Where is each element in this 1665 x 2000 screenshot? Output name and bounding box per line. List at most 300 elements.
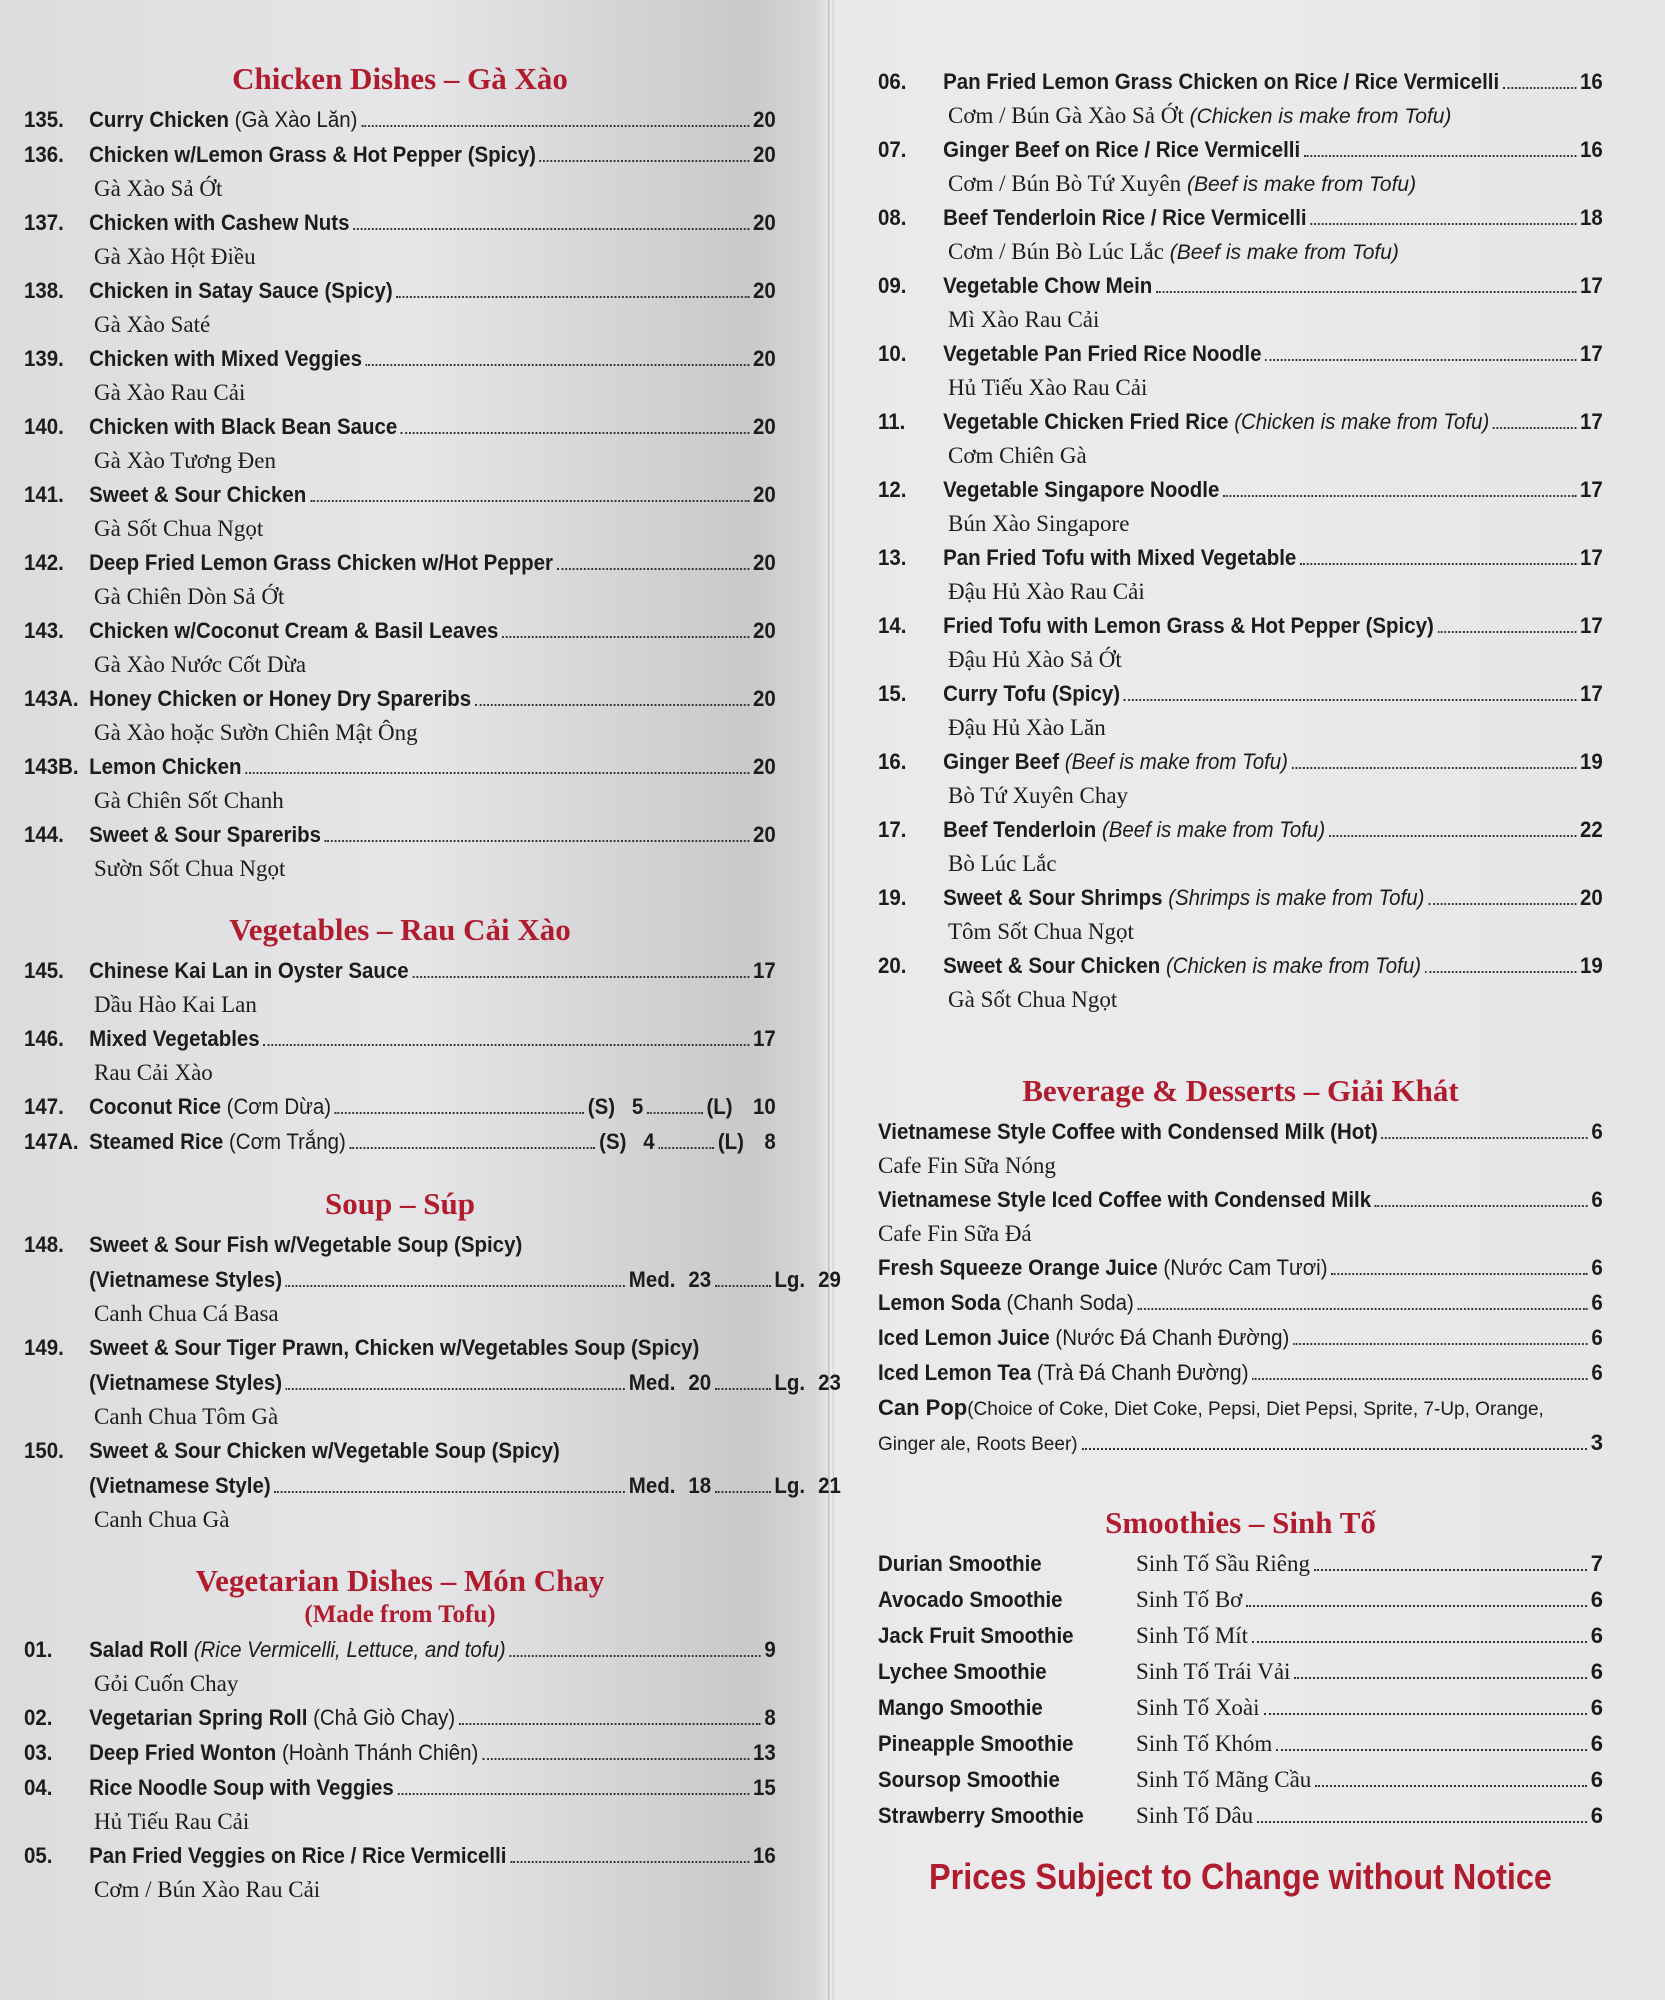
item-price: 20 <box>1580 885 1603 910</box>
item-vietnamese-inline: (Cơm Dừa) <box>220 1094 332 1119</box>
smoothie-name: Mango Smoothie <box>878 1695 1043 1720</box>
size-small-label: (S) <box>587 1094 616 1119</box>
item-price: 20 <box>753 278 776 303</box>
item-price: 20 <box>753 346 776 371</box>
item-vietnamese-inline: (Nước Đá Chanh Đường) <box>1049 1325 1290 1350</box>
left-column <box>24 56 841 1906</box>
menu-item-line <box>878 200 1603 235</box>
spacer <box>878 1460 1603 1500</box>
leader-dots <box>274 1491 625 1493</box>
menu-item <box>24 1632 776 1700</box>
item-vietnamese-name <box>24 1667 776 1700</box>
spacer <box>24 1536 776 1558</box>
smoothie-row <box>878 1762 1603 1798</box>
item-vietnamese-name <box>24 648 776 681</box>
item-vietnamese-name <box>878 847 1603 880</box>
can-pop-price: 3 <box>1590 1430 1603 1455</box>
item-name <box>943 268 1152 303</box>
smoothie-vietnamese-name: Sinh Tố Trái Vải <box>1136 1659 1291 1684</box>
menu-item-line <box>878 1114 1603 1149</box>
item-name-text: Honey Chicken or Honey Dry Spareribs <box>89 686 472 711</box>
item-vietnamese-name <box>24 308 776 341</box>
chicken-list <box>24 102 776 885</box>
smoothie-vietnamese-name: Sinh Tố Mãng Cầu <box>1136 1767 1312 1792</box>
leader-dots <box>353 228 749 230</box>
item-number: 08. <box>878 205 907 230</box>
menu-item <box>878 744 1603 812</box>
soup-item-sizes <box>24 1468 841 1503</box>
size-medium-label: Med. <box>628 1267 676 1292</box>
item-vietnamese-inline: (Hoành Thánh Chiên) <box>276 1740 479 1765</box>
size-large-label: (L) <box>706 1094 733 1119</box>
smoothie-vietnamese-name: Sinh Tố Dâu <box>1136 1803 1254 1828</box>
leader-dots <box>1315 1785 1586 1787</box>
item-number: 01. <box>24 1637 53 1662</box>
menu-item <box>24 1021 776 1089</box>
item-number: 06. <box>878 69 907 94</box>
smoothie-price: 6 <box>1590 1587 1603 1612</box>
item-price: 22 <box>1580 817 1603 842</box>
menu-item <box>878 812 1603 880</box>
smoothie-price: 6 <box>1590 1731 1603 1756</box>
item-vietnamese-name <box>24 988 776 1021</box>
leader-dots <box>366 364 750 366</box>
leader-dots <box>350 1147 596 1149</box>
menu-item <box>878 1285 1603 1320</box>
item-name-text: Lemon Chicken <box>89 754 242 779</box>
leader-dots <box>263 1044 749 1046</box>
item-vietnamese-text: Sườn Sốt Chua Ngọt <box>94 856 286 881</box>
leader-dots <box>361 125 749 127</box>
menu-item <box>24 1700 776 1735</box>
leader-dots <box>1375 1205 1588 1207</box>
item-number: 09. <box>878 273 907 298</box>
smoothie-vietnamese-name: Sinh Tố Bơ <box>1136 1587 1243 1612</box>
leader-dots <box>335 1112 584 1114</box>
item-name-text: Coconut Rice <box>89 1094 221 1119</box>
item-vietnamese-name <box>878 915 1603 948</box>
item-vietnamese-text: Bún Xào Singapore <box>948 511 1130 536</box>
leader-dots <box>310 500 749 502</box>
leader-dots <box>1294 1677 1586 1679</box>
menu-item <box>878 472 1603 540</box>
item-vietnamese-name <box>24 580 776 613</box>
page-fold <box>828 0 834 2000</box>
item-vietnamese-text: Cơm / Bún Bò Tứ Xuyên <box>948 171 1182 196</box>
item-price: 17 <box>1580 341 1603 366</box>
menu-item-line <box>878 404 1603 439</box>
menu-item-line <box>24 409 776 444</box>
item-price: 6 <box>1591 1360 1603 1385</box>
item-number: 135. <box>24 107 64 132</box>
item-name-text: Deep Fried Lemon Grass Chicken w/Hot Pepper <box>89 550 553 575</box>
item-number: 03. <box>24 1740 53 1765</box>
item-vietnamese-text: Gà Chiên Dòn Sả Ớt <box>94 584 285 609</box>
item-name <box>943 880 1424 915</box>
item-vietnamese-text: Hủ Tiếu Rau Cải <box>94 1809 250 1834</box>
item-name <box>878 1182 1371 1217</box>
item-price: 19 <box>1580 749 1603 774</box>
menu-item-line <box>878 880 1603 915</box>
item-name-text: Salad Roll <box>89 1637 189 1662</box>
spacer <box>24 1159 776 1181</box>
menu-item-line <box>24 681 776 716</box>
item-price: 16 <box>1580 69 1603 94</box>
item-note: (Rice Vermicelli, Lettuce, and tofu) <box>188 1637 506 1662</box>
beverage-list <box>878 1114 1603 1390</box>
section-title-vegetarian: Vegetarian Dishes – Món Chay <box>195 1563 605 1598</box>
item-name-text: Beef Tenderloin <box>943 817 1097 842</box>
smoothie-vietnamese-name: Sinh Tố Sầu Riêng <box>1136 1551 1311 1576</box>
menu-item-line <box>878 948 1603 983</box>
item-price: 6 <box>1591 1290 1603 1315</box>
section-title-vegetables: Vegetables – Rau Cải Xào <box>229 912 571 947</box>
size-large-price: 8 <box>764 1129 776 1154</box>
leader-dots <box>1310 223 1576 225</box>
item-vietnamese-name <box>878 507 1603 540</box>
item-price: 17 <box>1580 409 1603 434</box>
menu-item-line <box>878 1355 1603 1390</box>
size-large-price: 23 <box>818 1370 841 1395</box>
menu-item <box>878 948 1603 1016</box>
section-title-soup: Soup – Súp <box>325 1186 475 1221</box>
menu-item-line <box>878 744 1603 779</box>
menu-item <box>878 540 1603 608</box>
item-name <box>89 545 553 580</box>
item-name-text: Pan Fried Veggies on Rice / Rice Vermicelli <box>89 1843 507 1868</box>
item-name-text: Vegetable Pan Fried Rice Noodle <box>943 341 1262 366</box>
item-number: 148. <box>24 1232 64 1257</box>
menu-item-line <box>878 1182 1603 1217</box>
smoothie-list <box>878 1546 1603 1834</box>
item-name-text: Chicken with Cashew Nuts <box>89 210 350 235</box>
menu-item <box>878 132 1603 200</box>
item-name-text: Ginger Beef <box>943 749 1060 774</box>
item-name <box>878 1355 1249 1390</box>
item-vietnamese-name <box>878 99 1603 132</box>
item-vietnamese-text: Gà Xào hoặc Sườn Chiên Mật Ông <box>94 720 418 745</box>
smoothie-name: Lychee Smoothie <box>878 1659 1047 1684</box>
menu-item <box>24 137 776 205</box>
menu-item <box>878 1250 1603 1285</box>
smoothie-price: 6 <box>1590 1767 1603 1792</box>
menu-item <box>24 613 776 681</box>
menu-item <box>24 1770 776 1838</box>
leader-dots <box>1331 1273 1587 1275</box>
size-medium-label: Med. <box>628 1473 676 1498</box>
menu-item <box>878 200 1603 268</box>
item-name-text: Fresh Squeeze Orange Juice <box>878 1255 1158 1280</box>
item-price: 17 <box>753 1026 776 1051</box>
item-name <box>943 744 1288 779</box>
item-price: 17 <box>753 958 776 983</box>
item-number: 142. <box>24 550 64 575</box>
menu-item-line <box>24 137 776 172</box>
soup-item <box>24 1330 841 1433</box>
price-notice: Prices Subject to Change without Notice <box>929 1856 1552 1897</box>
item-name-text: Iced Lemon Juice <box>878 1325 1050 1350</box>
leader-dots <box>412 976 749 978</box>
size-small-price: 5 <box>631 1094 644 1119</box>
menu-item <box>878 1114 1603 1182</box>
smoothie-row <box>878 1546 1603 1582</box>
leader-dots <box>245 772 749 774</box>
item-vietnamese-text: Bò Tứ Xuyên Chay <box>948 783 1129 808</box>
item-number: 14. <box>878 613 907 638</box>
item-number: 02. <box>24 1705 53 1730</box>
menu-item-line <box>24 341 776 376</box>
size-large-label: Lg. <box>774 1370 806 1395</box>
item-name-text: Fried Tofu with Lemon Grass & Hot Pepper (Spicy) <box>943 613 1434 638</box>
item-vietnamese-name <box>24 172 776 205</box>
item-name-text: Iced Lemon Tea <box>878 1360 1032 1385</box>
leader-dots <box>459 1723 761 1725</box>
size-large-label: (L) <box>717 1129 744 1154</box>
item-vietnamese-name <box>878 167 1603 200</box>
item-vietnamese-name <box>878 439 1603 472</box>
spacer <box>24 885 776 907</box>
menu-item <box>878 676 1603 744</box>
leader-dots <box>502 636 749 638</box>
soup-item <box>24 1227 841 1330</box>
item-name-text: Rice Noodle Soup with Veggies <box>89 1775 394 1800</box>
rice-item-line <box>24 1089 776 1124</box>
menu-item-line <box>24 477 776 512</box>
menu-item-line <box>878 472 1603 507</box>
item-name-text: Chicken with Black Bean Sauce <box>89 414 398 439</box>
item-name <box>89 1089 331 1124</box>
vegetarian-list <box>24 1632 776 1906</box>
item-name <box>89 273 393 308</box>
item-vietnamese-name <box>24 784 776 817</box>
item-name-text: Vegetable Chow Mein <box>943 273 1153 298</box>
leader-dots <box>1138 1308 1588 1310</box>
menu-item-line <box>878 336 1603 371</box>
item-number: 141. <box>24 482 64 507</box>
leader-dots <box>1265 359 1576 361</box>
item-vietnamese-text: Cafe Fin Sữa Đá <box>878 1221 1032 1246</box>
can-pop-choices-2: Ginger ale, Roots Beer) <box>878 1434 1078 1455</box>
item-number: 147. <box>24 1094 64 1119</box>
item-vietnamese-text: Cơm / Bún Bò Lúc Lắc <box>948 239 1164 264</box>
menu-item-line <box>24 1838 776 1873</box>
menu-item-line <box>878 540 1603 575</box>
leader-dots <box>715 1388 771 1390</box>
leader-dots <box>1428 903 1576 905</box>
item-number: 16. <box>878 749 907 774</box>
item-name-text: Vegetarian Spring Roll <box>89 1705 308 1730</box>
item-number: 138. <box>24 278 64 303</box>
item-price: 17 <box>1580 613 1603 638</box>
smoothie-name: Jack Fruit Smoothie <box>878 1623 1074 1648</box>
menu-item <box>24 817 776 885</box>
menu-item-line <box>24 1770 776 1805</box>
leader-dots <box>1124 699 1577 701</box>
item-number: 20. <box>878 953 907 978</box>
menu-item <box>878 1355 1603 1390</box>
item-name-text: Sweet & Sour Spareribs <box>89 822 322 847</box>
item-vietnamese-name <box>878 235 1603 268</box>
item-number: 15. <box>878 681 907 706</box>
item-name <box>943 132 1300 167</box>
leader-dots <box>1156 291 1576 293</box>
leader-dots <box>286 1388 625 1390</box>
item-name: Sweet & Sour Chicken w/Vegetable Soup (Spicy) <box>89 1438 560 1463</box>
item-vietnamese-name <box>878 303 1603 336</box>
smoothie-row <box>878 1582 1603 1618</box>
can-pop-line-2 <box>878 1425 1603 1460</box>
item-name-text: Pan Fried Lemon Grass Chicken on Rice / Rice Vermicelli <box>943 69 1500 94</box>
soup-item-line <box>24 1330 776 1365</box>
item-note: (Beef is make from Tofu) <box>1181 173 1417 196</box>
menu-item <box>878 268 1603 336</box>
item-price: 18 <box>1580 205 1603 230</box>
item-name: Sweet & Sour Tiger Prawn, Chicken w/Vegetables Soup (Spicy) <box>89 1335 700 1360</box>
item-name-cont: (Vietnamese Styles) <box>89 1370 283 1395</box>
item-number: 05. <box>24 1843 53 1868</box>
item-vietnamese-text: Tôm Sốt Chua Ngọt <box>948 919 1134 944</box>
item-name-text: Curry Chicken <box>89 107 229 132</box>
item-vietnamese-name <box>24 240 776 273</box>
menu-item-line <box>24 1735 776 1770</box>
item-vietnamese-name: Canh Chua Cá Basa <box>94 1301 279 1326</box>
item-name <box>89 817 321 852</box>
item-name-text: Curry Tofu (Spicy) <box>943 681 1121 706</box>
item-name <box>89 681 471 716</box>
item-name <box>943 336 1261 371</box>
leader-dots <box>482 1758 749 1760</box>
menu-item-line <box>878 608 1603 643</box>
section-subtitle-vegetarian: (Made from Tofu) <box>304 1601 496 1628</box>
item-name <box>878 1285 1134 1320</box>
menu-item-line <box>24 749 776 784</box>
leader-dots <box>540 160 750 162</box>
item-number: 143B. <box>24 754 79 779</box>
size-medium-price: 20 <box>688 1370 712 1395</box>
item-name <box>89 1770 394 1805</box>
menu-item <box>878 64 1603 132</box>
soup-item-line <box>24 1227 776 1262</box>
leader-dots <box>1329 835 1576 837</box>
menu-item <box>24 1838 776 1906</box>
item-vietnamese-name <box>878 1217 1603 1250</box>
menu-item-line <box>878 812 1603 847</box>
item-vietnamese-name <box>24 512 776 545</box>
item-name <box>89 341 362 376</box>
section-title-beverages: Beverage & Desserts – Giải Khát <box>1022 1073 1459 1108</box>
item-name <box>89 1838 506 1873</box>
soup-item <box>24 1433 841 1536</box>
item-note: (Beef is make from Tofu) <box>1096 817 1326 842</box>
leader-dots <box>1438 631 1577 633</box>
menu-item <box>24 681 776 749</box>
can-pop-line <box>878 1390 1603 1425</box>
menu-item <box>878 336 1603 404</box>
item-vietnamese-text: Gà Sốt Chua Ngọt <box>948 987 1118 1012</box>
spacer <box>878 1016 1603 1068</box>
size-large-price: 21 <box>818 1473 841 1498</box>
item-vietnamese-inline: (Gà Xào Lăn) <box>228 107 358 132</box>
item-price: 15 <box>753 1775 776 1800</box>
size-medium-price: 23 <box>688 1267 712 1292</box>
item-number: 150. <box>24 1438 64 1463</box>
item-name-text: Deep Fried Wonton <box>89 1740 277 1765</box>
item-note: (Chicken is make from Tofu) <box>1183 105 1452 128</box>
leader-dots <box>1314 1569 1587 1571</box>
leader-dots <box>1223 495 1576 497</box>
leader-dots <box>396 296 749 298</box>
section-title-smoothies: Smoothies – Sinh Tố <box>1105 1505 1376 1540</box>
item-number: 144. <box>24 822 64 847</box>
item-name-text: Pan Fried Tofu with Mixed Vegetable <box>943 545 1297 570</box>
leader-dots <box>658 1147 714 1149</box>
item-note: (Beef is make from Tofu) <box>1059 749 1289 774</box>
item-price: 20 <box>753 142 776 167</box>
item-name-text: Sweet & Sour Chicken <box>943 953 1161 978</box>
item-price: 19 <box>1580 953 1603 978</box>
leader-dots <box>1246 1605 1586 1607</box>
item-vietnamese-text: Gà Xào Saté <box>94 312 211 337</box>
item-price: 6 <box>1591 1119 1603 1144</box>
item-number: 13. <box>878 545 907 570</box>
item-note: (Shrimps is make from Tofu) <box>1162 885 1425 910</box>
item-name <box>943 948 1421 983</box>
item-name-text: Beef Tenderloin Rice / Rice Vermicelli <box>943 205 1307 230</box>
item-name: Sweet & Sour Fish w/Vegetable Soup (Spicy) <box>89 1232 523 1257</box>
leader-dots <box>401 432 749 434</box>
item-vietnamese-inline: (Trà Đá Chanh Đường) <box>1031 1360 1249 1385</box>
item-vietnamese-name <box>24 716 776 749</box>
item-vietnamese-name <box>24 444 776 477</box>
item-note: (Chicken is make from Tofu) <box>1228 409 1490 434</box>
item-vietnamese-text: Gà Xào Hột Điều <box>94 244 256 269</box>
item-name <box>89 409 397 444</box>
item-name <box>943 608 1434 643</box>
leader-dots <box>1382 1137 1588 1139</box>
size-small-price: 4 <box>643 1129 655 1154</box>
item-vietnamese-text: Gà Xào Nước Cốt Dừa <box>94 652 307 677</box>
item-price: 6 <box>1591 1255 1603 1280</box>
smoothie-name: Strawberry Smoothie <box>878 1803 1084 1828</box>
vegetarian-continued-list <box>878 64 1603 1016</box>
item-name <box>89 613 498 648</box>
menu-item-line <box>24 545 776 580</box>
item-vietnamese-text: Gà Xào Tương Đen <box>94 448 276 473</box>
item-price: 20 <box>753 107 776 132</box>
leader-dots <box>1252 1641 1587 1643</box>
item-vietnamese-text: Gà Xào Sả Ớt <box>94 176 223 201</box>
leader-dots <box>1493 427 1576 429</box>
menu-item-line <box>24 1021 776 1056</box>
item-price: 9 <box>764 1637 776 1662</box>
item-name <box>878 1114 1378 1149</box>
item-vietnamese-text: Cơm / Bún Xào Rau Cải <box>94 1877 321 1902</box>
item-vietnamese-name <box>878 371 1603 404</box>
menu-item-line <box>878 1285 1603 1320</box>
item-vietnamese-name <box>878 779 1603 812</box>
right-column <box>878 64 1603 1898</box>
item-vietnamese-text: Cafe Fin Sữa Nóng <box>878 1153 1056 1178</box>
smoothie-row <box>878 1618 1603 1654</box>
item-number: 10. <box>878 341 907 366</box>
menu-item <box>24 545 776 613</box>
item-price: 20 <box>753 618 776 643</box>
size-large-price: 10 <box>753 1094 776 1119</box>
item-vietnamese-name <box>878 1149 1603 1182</box>
menu-item-line <box>24 817 776 852</box>
item-vietnamese-name <box>878 575 1603 608</box>
item-price: 20 <box>753 210 776 235</box>
